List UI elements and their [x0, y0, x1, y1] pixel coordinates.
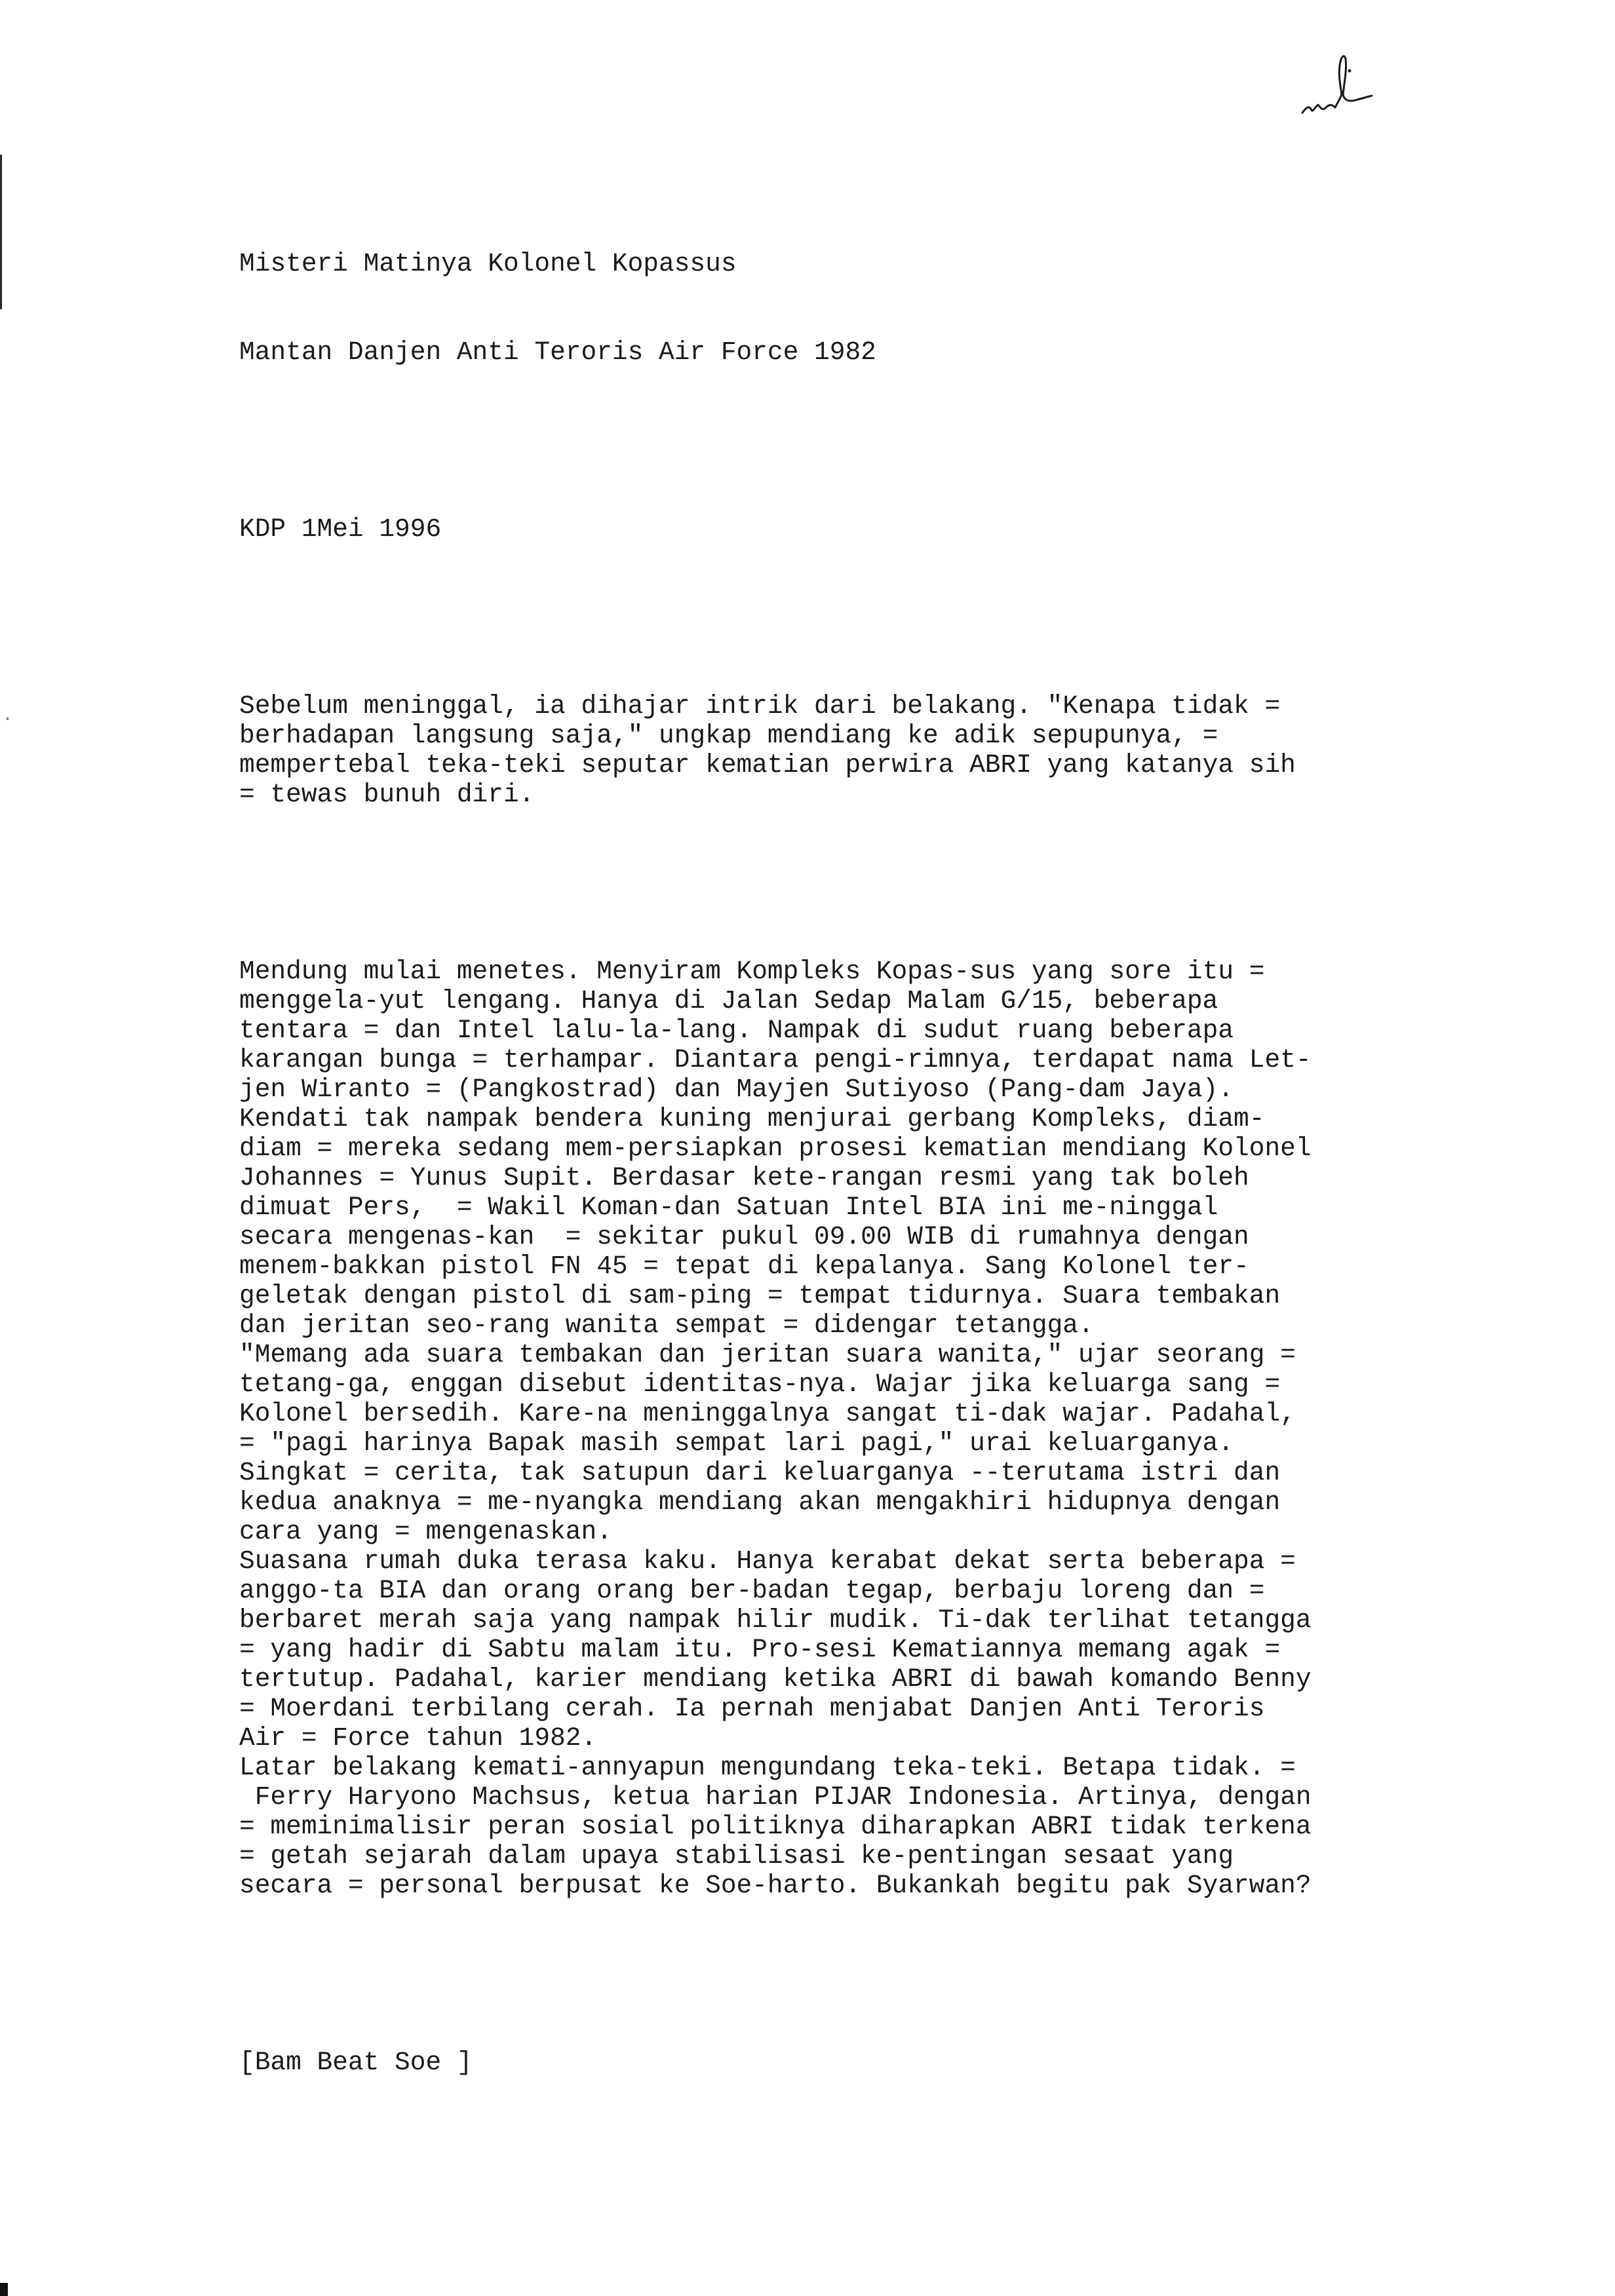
- text-line: mempertebal teka-teki seputar kematian perwira ABRI yang katanya sih: [239, 750, 1296, 780]
- text-line: cara yang = mengenaskan.: [239, 1517, 612, 1546]
- text-line: tetang-ga, enggan disebut identitas-nya. Wajar jika keluarga sang =: [239, 1369, 1281, 1399]
- text-line: Sebelum meninggal, ia dihajar intrik dari belakang. "Kenapa tidak =: [239, 691, 1281, 721]
- text-line: menem-bakkan pistol FN 45 = tepat di kepalanya. Sang Kolonel ter-: [239, 1252, 1249, 1281]
- text-line: Suasana rumah duka terasa kaku. Hanya kerabat dekat serta beberapa =: [239, 1546, 1296, 1576]
- text-line: Kolonel bersedih. Kare-na meninggalnya sangat ti-dak wajar. Padahal,: [239, 1399, 1296, 1428]
- text-line: Johannes = Yunus Supit. Berdasar kete-rangan resmi yang tak boleh: [239, 1163, 1249, 1193]
- text-line: kedua anaknya = me-nyangka mendiang akan mengakhiri hidupnya dengan: [239, 1487, 1281, 1517]
- byline: [Bam Beat Soe ]: [239, 2048, 473, 2077]
- text-line: karangan bunga = terhampar. Diantara pengi-rimnya, terdapat nama Let-: [239, 1045, 1312, 1075]
- text-line: = yang hadir di Sabtu malam itu. Pro-sesi Kematiannya memang agak =: [239, 1635, 1281, 1664]
- text-line: jen Wiranto = (Pangkostrad) dan Mayjen Sutiyoso (Pang-dam Jaya).: [239, 1075, 1234, 1104]
- document-body: [239, 190, 1445, 2136]
- title-line-2: Mantan Danjen Anti Teroris Air Force 1982: [239, 337, 876, 367]
- text-line: tertutup. Padahal, karier mendiang ketika ABRI di bawah komando Benny: [239, 1664, 1312, 1694]
- blank-line: [239, 1959, 1445, 1989]
- text-line: geletak dengan pistol di sam-ping = tempat tidurnya. Suara tembakan: [239, 1281, 1281, 1311]
- text-line: anggo-ta BIA dan orang orang ber-badan tegap, berbaju loreng dan =: [239, 1576, 1265, 1605]
- text-line: "Memang ada suara tembakan dan jeritan suara wanita," ujar seorang =: [239, 1340, 1296, 1369]
- text-line: dimuat Pers, = Wakil Koman-dan Satuan Intel BIA ini me-ninggal: [239, 1193, 1218, 1222]
- text-line: berbaret merah saja yang nampak hilir mudik. Ti-dak terlihat tetangga: [239, 1605, 1312, 1635]
- text-line: = "pagi harinya Bapak masih sempat lari pagi," urai keluarganya.: [239, 1428, 1234, 1458]
- text-line: = meminimalisir peran sosial politiknya diharapkan ABRI tidak terkena: [239, 1812, 1312, 1841]
- text-line: Mendung mulai menetes. Menyiram Kompleks Kopas-sus yang sore itu =: [239, 957, 1265, 986]
- text-line: Singkat = cerita, tak satupun dari keluarganya --terutama istri dan: [239, 1458, 1281, 1487]
- text-line: = getah sejarah dalam upaya stabilisasi ke-pentingan sesaat yang: [239, 1841, 1234, 1871]
- text-line: Air = Force tahun 1982.: [239, 1723, 597, 1753]
- dateline: KDP 1Mei 1996: [239, 514, 442, 544]
- body-paragraphs: [239, 957, 1445, 1900]
- blank-line: [239, 603, 1445, 632]
- text-line: berhadapan langsung saja," ungkap mendiang ke adik sepupunya, =: [239, 721, 1218, 750]
- text-line: Kendati tak nampak bendera kuning menjurai gerbang Kompleks, diam-: [239, 1104, 1265, 1134]
- scan-speck: [7, 718, 9, 720]
- title-line-1: Misteri Matinya Kolonel Kopassus: [239, 249, 737, 278]
- text-line: secara mengenas-kan = sekitar pukul 09.00 WIB di rumahnya dengan: [239, 1222, 1249, 1252]
- text-line: = tewas bunuh diri.: [239, 780, 535, 809]
- text-line: dan jeritan seo-rang wanita sempat = didengar tetangga.: [239, 1311, 1094, 1340]
- text-line: menggela-yut lengang. Hanya di Jalan Sedap Malam G/15, beberapa: [239, 986, 1218, 1016]
- blank-line: [239, 868, 1445, 898]
- text-line: diam = mereka sedang mem-persiapkan prosesi kematian mendiang Kolonel: [239, 1134, 1312, 1163]
- text-line: secara = personal berpusat ke Soe-harto. Bukankah begitu pak Syarwan?: [239, 1871, 1312, 1900]
- text-line: tentara = dan Intel lalu-la-lang. Nampak di sudut ruang beberapa: [239, 1016, 1234, 1045]
- lead-paragraph: [239, 691, 1445, 809]
- text-line: Latar belakang kemati-annyapun mengundang teka-teki. Betapa tidak. =: [239, 1753, 1296, 1782]
- text-line: = Moerdani terbilang cerah. Ia pernah menjabat Danjen Anti Teroris: [239, 1694, 1265, 1723]
- scan-margin-line: [0, 155, 2, 309]
- text-line: Ferry Haryono Machsus, ketua harian PIJAR Indonesia. Artinya, dengan: [239, 1782, 1312, 1812]
- handwritten-initials: [1294, 39, 1386, 131]
- scan-corner-mark: [0, 2283, 8, 2296]
- blank-line: [239, 426, 1445, 455]
